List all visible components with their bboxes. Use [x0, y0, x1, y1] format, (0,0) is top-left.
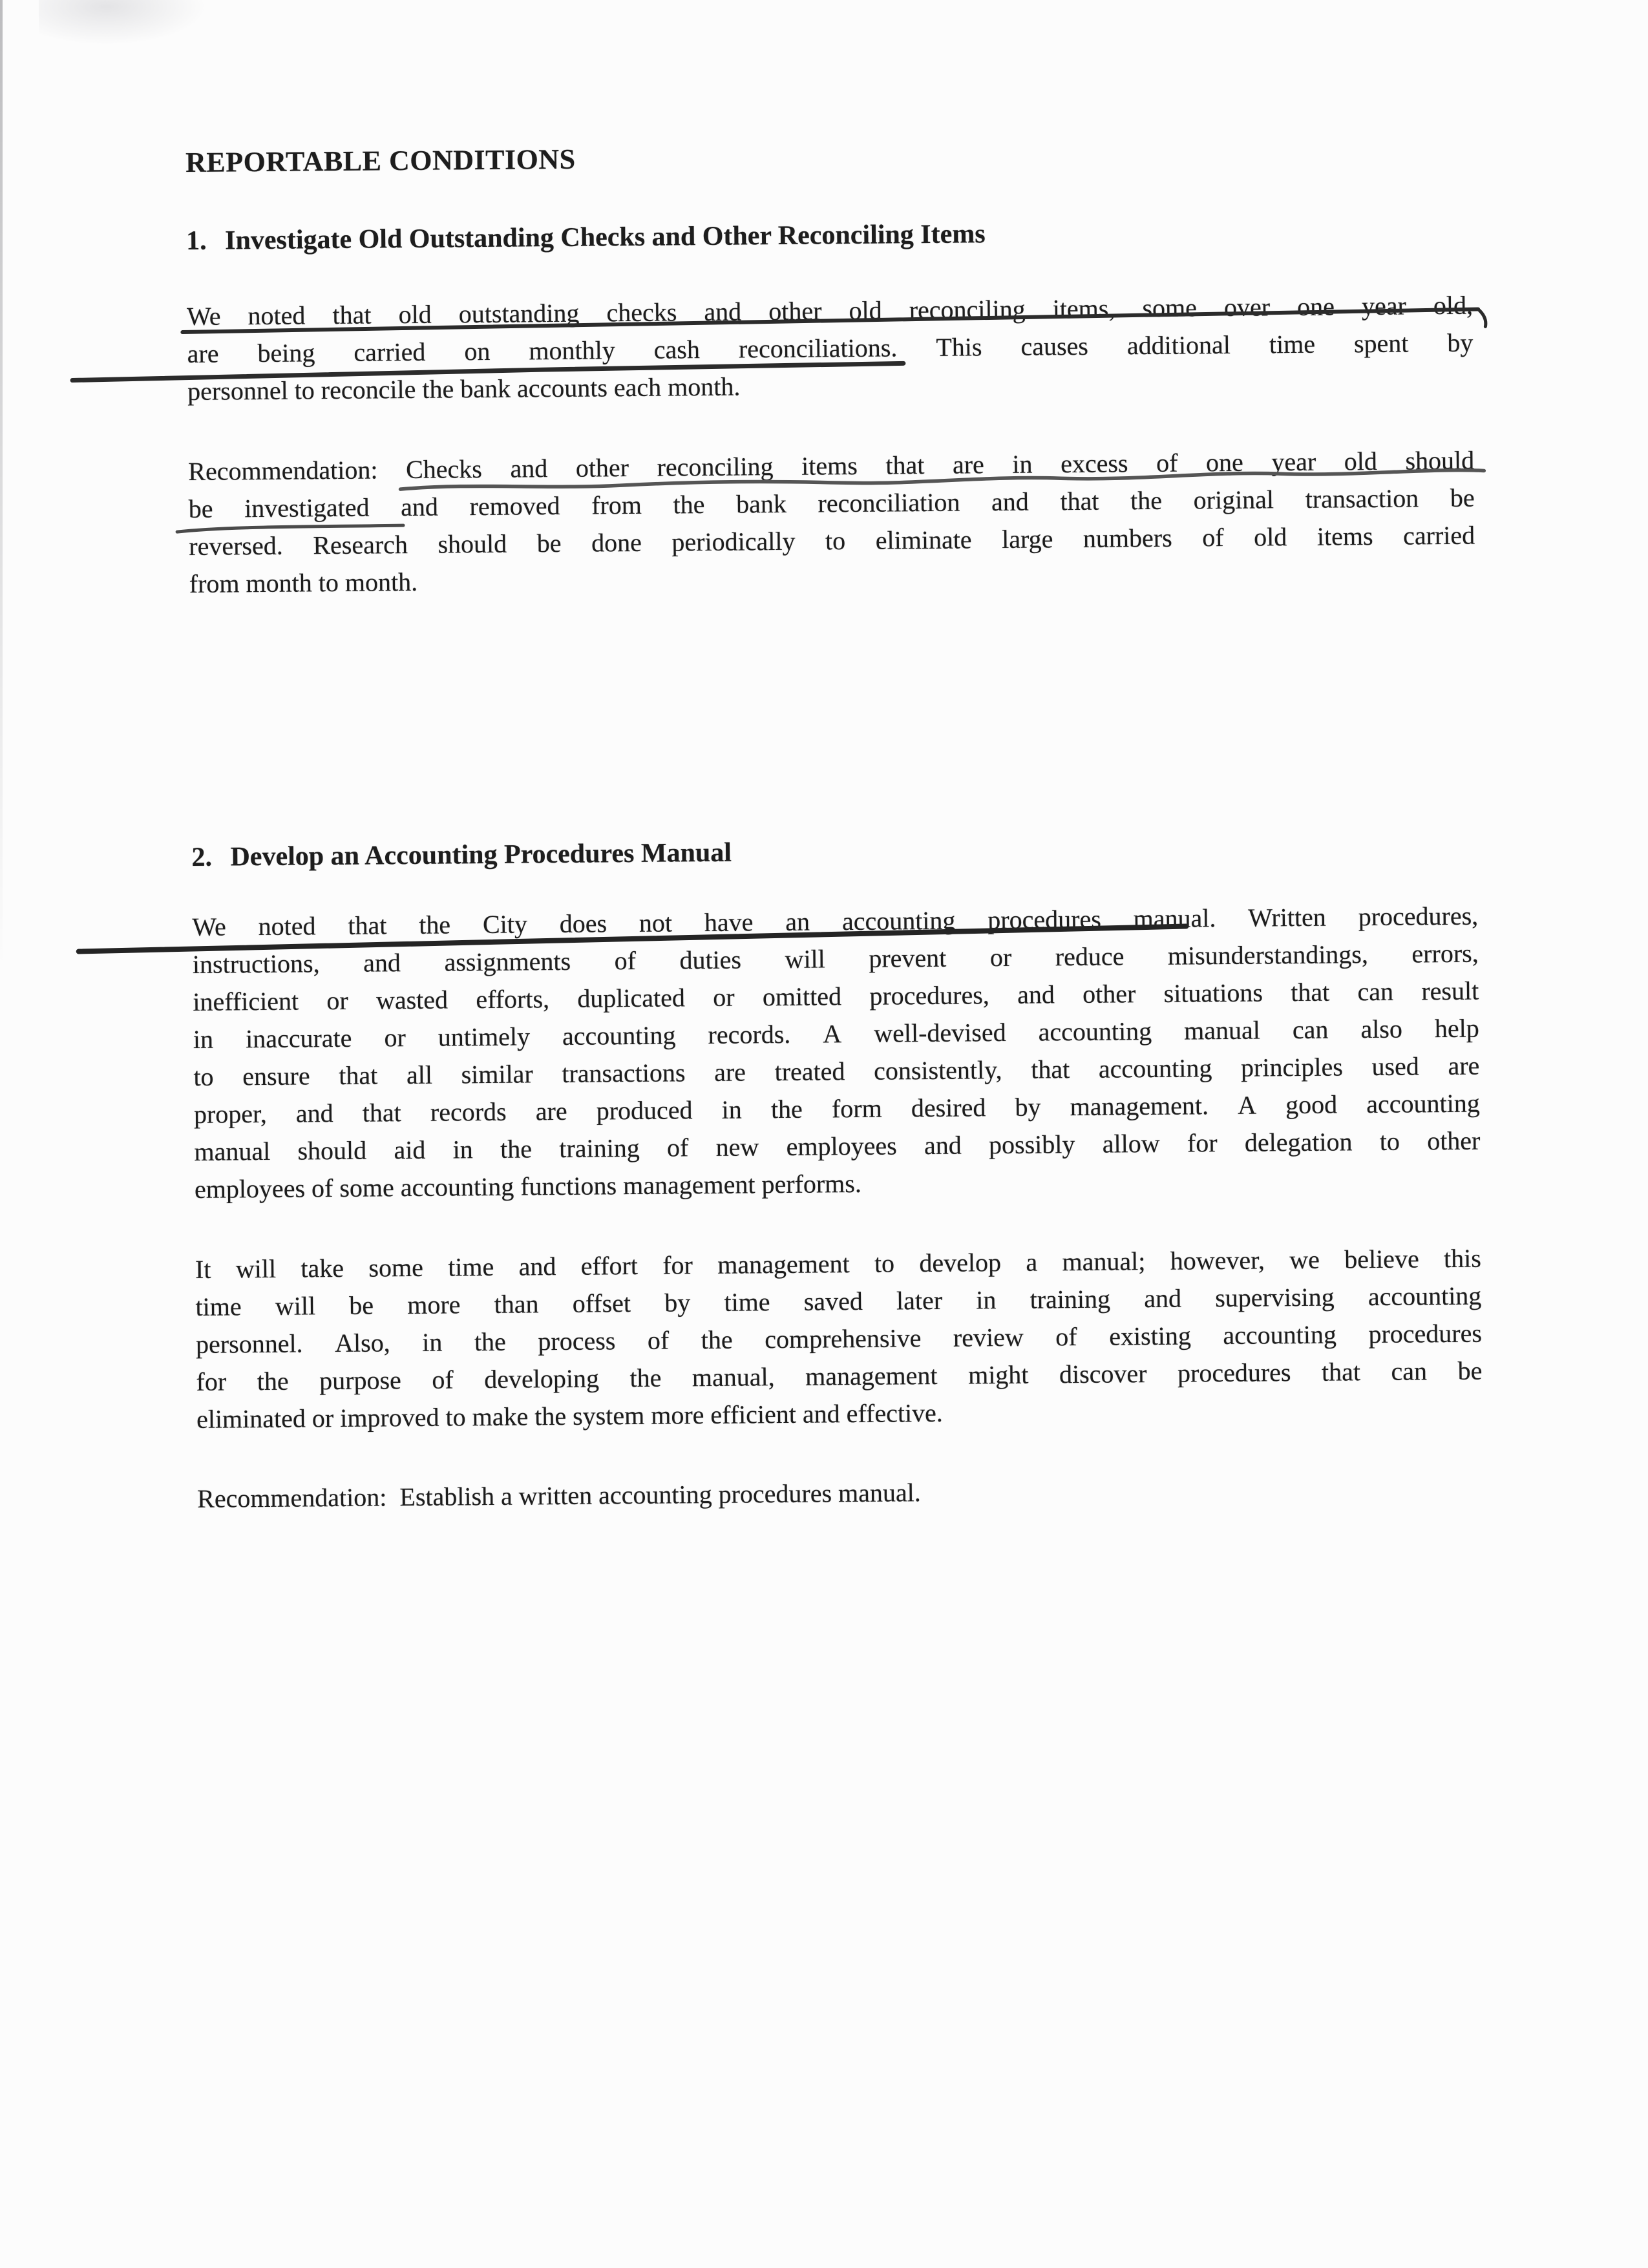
word: will [235, 1254, 277, 1284]
word: reconciling [909, 294, 1026, 325]
word: efforts, [476, 984, 550, 1014]
word: some [1142, 293, 1198, 323]
word: of [1202, 523, 1224, 552]
word: misunderstandings, [1167, 940, 1369, 971]
word: numbers [1083, 523, 1172, 553]
word: noted [258, 911, 316, 941]
word: and [400, 492, 439, 522]
word: the [257, 1366, 289, 1396]
word: form [831, 1093, 882, 1124]
word: believe [1344, 1244, 1419, 1274]
word: causes [1020, 331, 1089, 361]
word: year [1361, 291, 1406, 321]
word: this [1443, 1243, 1482, 1274]
word: by [664, 1288, 691, 1318]
word: proper, [193, 1098, 267, 1129]
word: or [326, 985, 348, 1016]
word: are [952, 450, 984, 479]
word: help [1434, 1013, 1479, 1044]
word: for [662, 1250, 693, 1280]
word: in [1012, 449, 1033, 479]
word: from [591, 490, 642, 520]
word: assignments [444, 946, 571, 977]
word: comprehensive [765, 1323, 922, 1354]
word: old [1253, 522, 1287, 552]
word: a [1026, 1247, 1038, 1277]
word: some [368, 1252, 424, 1283]
section-2-heading [191, 830, 1477, 874]
word: or [713, 982, 735, 1012]
word: the [701, 1325, 733, 1355]
word: that [348, 910, 387, 940]
word: be [188, 494, 213, 523]
word: in [193, 1024, 214, 1054]
word: that [885, 450, 925, 480]
page-title: REPORTABLE CONDITIONS [185, 143, 576, 178]
word: It [195, 1254, 211, 1284]
word: the [419, 910, 451, 940]
word: reversed. [189, 530, 283, 561]
word: old [398, 299, 432, 330]
word: on [464, 336, 491, 366]
word: the [770, 1094, 803, 1124]
document-content [184, 0, 1483, 1518]
text-line: Recommendation: Establish a written accounting procedures manual. [196, 1478, 921, 1513]
word: inaccurate [245, 1023, 352, 1054]
word: principles [1240, 1052, 1343, 1082]
word: duties [679, 945, 742, 975]
word: instructions, [192, 949, 320, 979]
word: and [510, 454, 548, 483]
paragraph-finding-2 [192, 898, 1481, 1208]
word: items, [1052, 293, 1115, 324]
word: in [422, 1327, 443, 1357]
word: errors, [1411, 938, 1479, 969]
word: A [1237, 1090, 1257, 1120]
text-line: from month to month. [189, 567, 418, 598]
word: we [1289, 1244, 1320, 1275]
word: spent [1353, 328, 1409, 359]
word: also [1360, 1014, 1403, 1044]
word: of [1055, 1322, 1077, 1352]
word: effort [580, 1250, 639, 1281]
word: Checks [405, 454, 483, 485]
word: are [713, 1057, 746, 1087]
word: records [430, 1097, 507, 1127]
paragraph-recommendation-1 [188, 442, 1475, 603]
paragraph-recommendation-2 [197, 1469, 1483, 1518]
word: personnel. [195, 1328, 303, 1359]
word: reconciliations. [738, 333, 898, 364]
word: treated [774, 1056, 845, 1087]
word: checks [606, 297, 677, 328]
word: be [536, 528, 562, 558]
word: other [575, 453, 629, 483]
word: manual, [692, 1362, 775, 1392]
word: take [301, 1253, 344, 1283]
word: in [976, 1285, 997, 1315]
word: and [295, 1098, 333, 1128]
word: monthly [529, 335, 615, 366]
word: removed [469, 490, 560, 521]
word: will [275, 1291, 316, 1321]
word: delegation [1244, 1127, 1353, 1157]
word: the [629, 1363, 662, 1393]
word: desired [911, 1093, 986, 1123]
word: however, [1170, 1245, 1265, 1276]
word: consistently, [873, 1055, 1002, 1086]
word: Written [1248, 902, 1327, 932]
word: A [823, 1019, 842, 1049]
word: produced [596, 1095, 693, 1126]
word: large [1001, 524, 1053, 554]
word: that [1291, 977, 1330, 1007]
word: manual. [1133, 903, 1216, 934]
word: inefficient [193, 986, 299, 1016]
word: discover [1059, 1359, 1147, 1389]
word: that [339, 1060, 378, 1090]
word: all [406, 1060, 433, 1090]
word: reduce [1055, 941, 1125, 972]
word: result [1421, 976, 1479, 1006]
scanner-noise-artifact [39, 0, 207, 45]
word: develop [919, 1248, 1002, 1278]
word: situations [1163, 978, 1263, 1008]
word: outstanding [458, 298, 580, 329]
word: records. [708, 1019, 791, 1049]
word: and [1017, 980, 1055, 1009]
word: We [186, 301, 221, 331]
word: time [1269, 329, 1316, 359]
word: or [989, 942, 1012, 972]
word: and [924, 1130, 962, 1160]
word: wasted [375, 985, 449, 1015]
word: should [1405, 445, 1475, 476]
pen-underline-hook [1478, 309, 1486, 326]
word: than [494, 1289, 539, 1319]
word: old [849, 295, 882, 326]
paragraph-manual-benefits [195, 1240, 1483, 1438]
word: of [1156, 448, 1178, 478]
word: and [991, 487, 1030, 517]
word: to [874, 1248, 895, 1278]
word: done [591, 527, 642, 558]
word: developing [484, 1363, 600, 1394]
word: old, [1433, 290, 1474, 320]
word: untimely [438, 1022, 531, 1052]
word: management. [1070, 1091, 1209, 1122]
word: investigated [244, 492, 370, 523]
word: carried [354, 337, 426, 367]
word: have [704, 907, 754, 938]
word: review [953, 1322, 1024, 1352]
word: training [559, 1133, 640, 1164]
word: to [1379, 1126, 1400, 1156]
word: process [538, 1326, 616, 1356]
word: offset [572, 1288, 631, 1318]
word: eliminate [875, 525, 972, 555]
word: or [384, 1023, 406, 1053]
word: that [332, 300, 372, 330]
word: more [407, 1290, 461, 1320]
word: are [535, 1096, 567, 1126]
word: accounting [1223, 1319, 1337, 1350]
word: should [438, 529, 507, 559]
word: the [500, 1134, 533, 1164]
word: not [639, 908, 673, 938]
word: possibly [988, 1129, 1075, 1160]
text-line: employees of some accounting functions management performs. [194, 1168, 862, 1204]
word: procedures, [1358, 901, 1479, 932]
word: This [936, 332, 982, 362]
word: one [1205, 447, 1243, 478]
word: new [715, 1132, 759, 1162]
word: be [1450, 483, 1475, 512]
word: the [1130, 485, 1163, 516]
word: excess [1060, 448, 1128, 479]
word: of [647, 1325, 670, 1355]
word: can [1391, 1356, 1428, 1386]
word: existing [1108, 1321, 1192, 1351]
word: other [768, 296, 822, 326]
word: that [362, 1098, 401, 1128]
word: manual [194, 1136, 271, 1166]
word: procedures [1177, 1358, 1291, 1388]
word: can [1292, 1014, 1329, 1045]
word: to [193, 1062, 214, 1091]
word: procedures, [869, 980, 990, 1011]
word: periodically [671, 526, 796, 557]
word: similar [461, 1059, 533, 1089]
word: in [721, 1095, 743, 1124]
scanner-edge-artifact [0, 0, 3, 969]
word: management [805, 1360, 938, 1391]
word: Also, [334, 1328, 390, 1358]
text-line: personnel to reconcile the bank accounts each month. [187, 372, 741, 406]
word: employees [786, 1131, 897, 1161]
word: of [666, 1133, 689, 1162]
word: year [1271, 446, 1316, 477]
word: training [1030, 1284, 1111, 1314]
word: being [257, 338, 315, 368]
word: later [896, 1285, 943, 1316]
word: time [195, 1292, 242, 1321]
paragraph-finding-1 [187, 287, 1474, 410]
word: aid [394, 1135, 426, 1165]
word: old [1344, 446, 1378, 476]
word: cash [653, 335, 701, 364]
word: for [196, 1367, 227, 1396]
word: We [192, 912, 226, 941]
word: carried [1402, 520, 1475, 551]
word: and [518, 1252, 556, 1281]
word: be [349, 1290, 374, 1320]
word: and [704, 297, 742, 327]
word: ensure [242, 1061, 310, 1091]
word: omitted [762, 982, 842, 1012]
word: that [1031, 1055, 1070, 1084]
word: time [448, 1252, 494, 1282]
word: and [363, 948, 401, 978]
word: saved [803, 1286, 863, 1316]
word: reconciliation [818, 487, 960, 518]
section-1-heading [186, 213, 1472, 258]
word: that [1060, 486, 1099, 516]
word: Recommendation: [188, 455, 378, 486]
word: other [1082, 979, 1136, 1009]
word: reconciling [657, 452, 774, 482]
word: additional [1126, 330, 1231, 361]
word: manual; [1062, 1246, 1146, 1277]
word: City [482, 909, 528, 940]
word: good [1285, 1089, 1338, 1120]
word: by [1015, 1092, 1041, 1122]
word: should [297, 1135, 367, 1166]
word: of [614, 945, 637, 976]
word: original [1193, 485, 1274, 515]
section-1-title: Investigate Old Outstanding Checks and Other Reconciling Items [224, 219, 986, 256]
word: supervising [1215, 1282, 1335, 1313]
word: does [559, 908, 607, 938]
word: procedures [1368, 1318, 1483, 1349]
word: procedures [988, 904, 1101, 935]
word: accounting [841, 905, 956, 936]
word: other [1427, 1126, 1481, 1156]
word: be [1457, 1356, 1483, 1385]
word: Research [313, 530, 408, 560]
word: accounting [562, 1020, 676, 1051]
word: for [1187, 1128, 1218, 1158]
word: of [432, 1365, 454, 1394]
word: noted [248, 300, 306, 331]
text-line: eliminated or improved to make the system more efficient and effective. [196, 1398, 944, 1434]
word: accounting [1038, 1016, 1152, 1047]
word: are [187, 339, 219, 368]
word: accounting [1366, 1088, 1480, 1119]
section-2-title: Develop an Accounting Procedures Manual [230, 837, 732, 872]
word: one [1296, 291, 1335, 321]
word: time [724, 1287, 770, 1317]
word: accounting [1098, 1053, 1212, 1084]
word: well-devised [874, 1017, 1006, 1048]
word: are [1448, 1051, 1480, 1081]
word: bank [735, 488, 787, 519]
section-1-number: 1. [185, 226, 207, 256]
word: over [1223, 292, 1271, 322]
word: items [801, 450, 858, 481]
word: an [785, 907, 810, 936]
word: transaction [1305, 483, 1419, 514]
word: items [1316, 521, 1373, 551]
word: manual [1183, 1015, 1261, 1045]
word: in [452, 1135, 473, 1164]
word: allow [1102, 1128, 1160, 1159]
word: purpose [319, 1365, 402, 1396]
word: prevent [869, 943, 947, 973]
word: by [1447, 328, 1474, 357]
word: used [1371, 1051, 1419, 1082]
word: will [785, 944, 825, 974]
word: the [673, 490, 705, 520]
word: duplicated [577, 983, 686, 1013]
word: the [474, 1327, 507, 1357]
section-2-number: 2. [191, 842, 213, 872]
word: and [1144, 1283, 1182, 1314]
word: management [717, 1249, 850, 1279]
word: accounting [1368, 1281, 1482, 1312]
word: that [1321, 1357, 1361, 1387]
word: to [825, 526, 846, 556]
word: transactions [562, 1058, 686, 1088]
word: might [967, 1360, 1029, 1390]
word: can [1357, 976, 1394, 1007]
